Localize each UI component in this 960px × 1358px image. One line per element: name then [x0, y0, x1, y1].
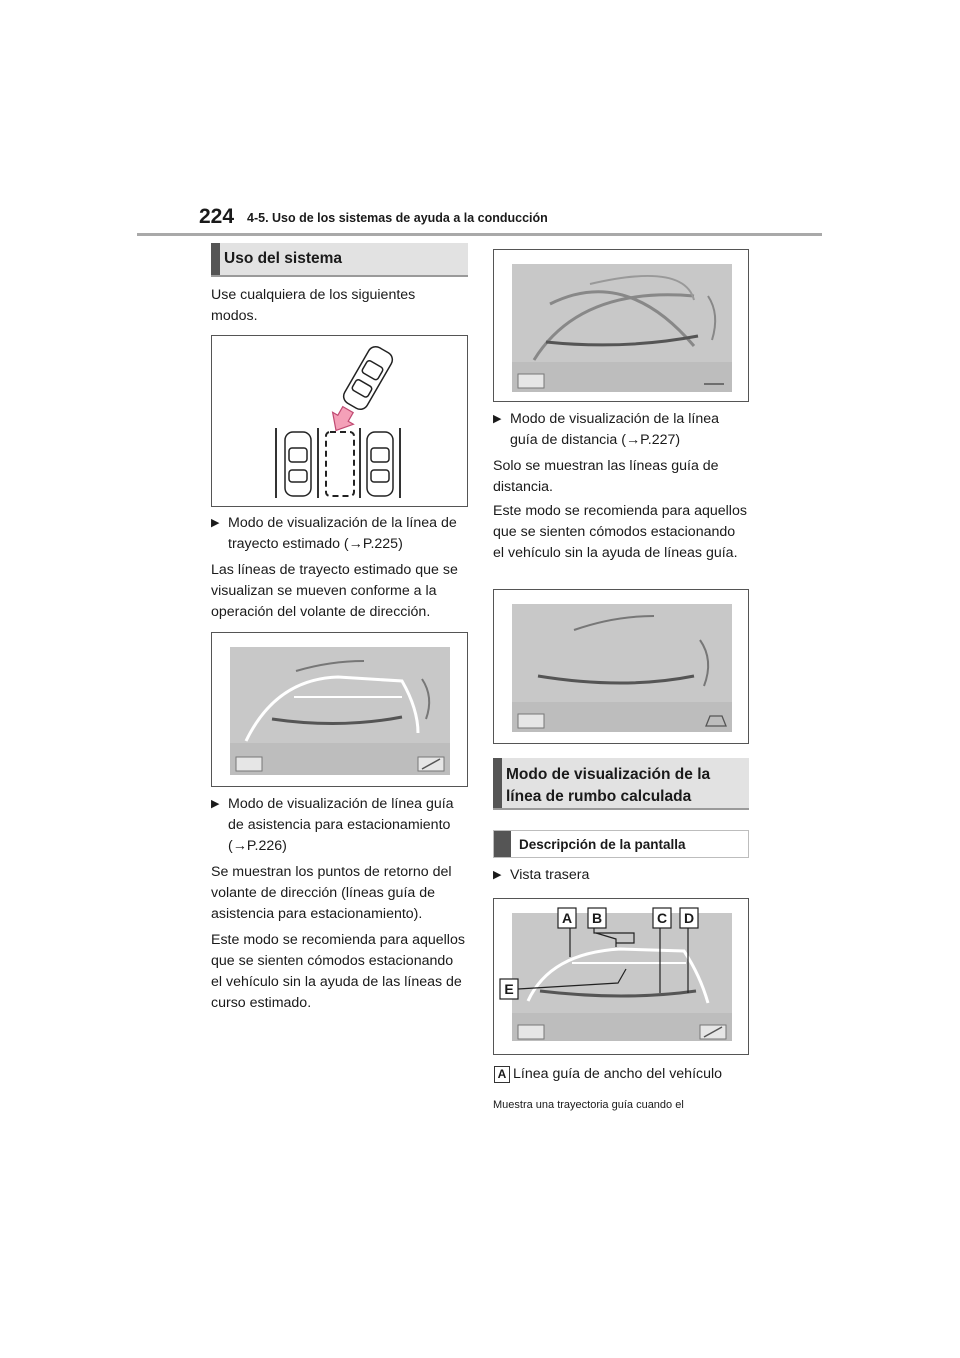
bullet-mode-trayecto: [211, 513, 468, 558]
callout-d: D: [683, 910, 695, 926]
page-number: 224: [199, 205, 235, 228]
callout-c: C: [656, 910, 668, 926]
bullet-text: Modo de visualización de la línea guía de distancia (→P.227): [510, 411, 720, 448]
mode-asistencia-desc1: Se muestran los puntos de retorno del volante de dirección (líneas guía de asistencia para estacionamiento).: [211, 864, 452, 922]
screen-estimated-path-svg: [212, 633, 467, 786]
screen-rear-view: [493, 898, 749, 1055]
screen-estimated-path: [211, 632, 468, 787]
subheading-text: Descripción de la pantalla: [519, 837, 686, 852]
mode-asistencia-desc2: Este modo se recomienda para aquellos que se sienten cómodos estacionando el vehículo sin la ayuda de las líneas de curso estimado.: [211, 932, 465, 1011]
bullet-text: Vista trasera: [510, 867, 590, 883]
header-rule: [137, 233, 822, 236]
mode-trayecto-desc: Las líneas de trayecto estimado que se visualizan se mueven conforme a la operación del volante de dirección.: [211, 562, 458, 620]
bullet-mode-asistencia: [211, 794, 468, 860]
parking-svg: [212, 336, 467, 506]
screen-rear-view-svg: [494, 899, 748, 1054]
bullet-vista-trasera: [493, 865, 750, 887]
screen-distance-guide-svg: [494, 590, 748, 743]
screen-parking-assist: [493, 249, 749, 402]
subheading-bar: [494, 831, 511, 857]
section-title: 4-5. Uso de los sistemas de ayuda a la conducción: [247, 211, 548, 225]
bullet-triangle-icon: ▶: [493, 869, 502, 881]
bullet-mode-distancia: [493, 409, 750, 454]
mode-distancia-desc2: Este modo se recomienda para aquellos que se sienten cómodos estacionando el vehículo sin la ayuda de líneas guía.: [493, 503, 747, 561]
bullet-triangle-icon: ▶: [211, 517, 220, 529]
item-a-desc: Muestra una trayectoria guía cuando el: [493, 1099, 684, 1111]
heading-text: Modo de visualización de la línea de rumbo calculada: [506, 766, 711, 805]
bullet-text: Modo de visualización de la línea de trayecto estimado (→P.225): [228, 515, 457, 552]
heading-bar: [493, 758, 502, 808]
bullet-triangle-icon: ▶: [211, 798, 220, 810]
screen-parking-assist-svg: [494, 250, 748, 401]
mode-distancia-desc1: Solo se muestran las líneas guía de distancia.: [493, 458, 719, 495]
item-a-letter: A: [494, 1066, 510, 1083]
subheading-descripcion: [493, 830, 749, 858]
heading-rumbo-calculada: [493, 758, 749, 810]
item-a-label: Línea guía de ancho del vehículo: [513, 1066, 723, 1082]
bullet-text: Modo de visualización de línea guía de asistencia para estacionamiento (→P.226): [228, 796, 454, 854]
bullet-triangle-icon: ▶: [493, 413, 502, 425]
parking-illustration: [211, 335, 468, 507]
intro-text: Use cualquiera de los siguientes modos.: [211, 287, 416, 324]
heading-bar: [211, 243, 220, 275]
callout-e: E: [504, 981, 514, 997]
screen-distance-guide: [493, 589, 749, 744]
callout-b: B: [591, 910, 603, 926]
heading-text: Uso del sistema: [224, 250, 343, 267]
heading-uso-del-sistema: [211, 243, 468, 277]
callout-a: A: [561, 910, 573, 926]
